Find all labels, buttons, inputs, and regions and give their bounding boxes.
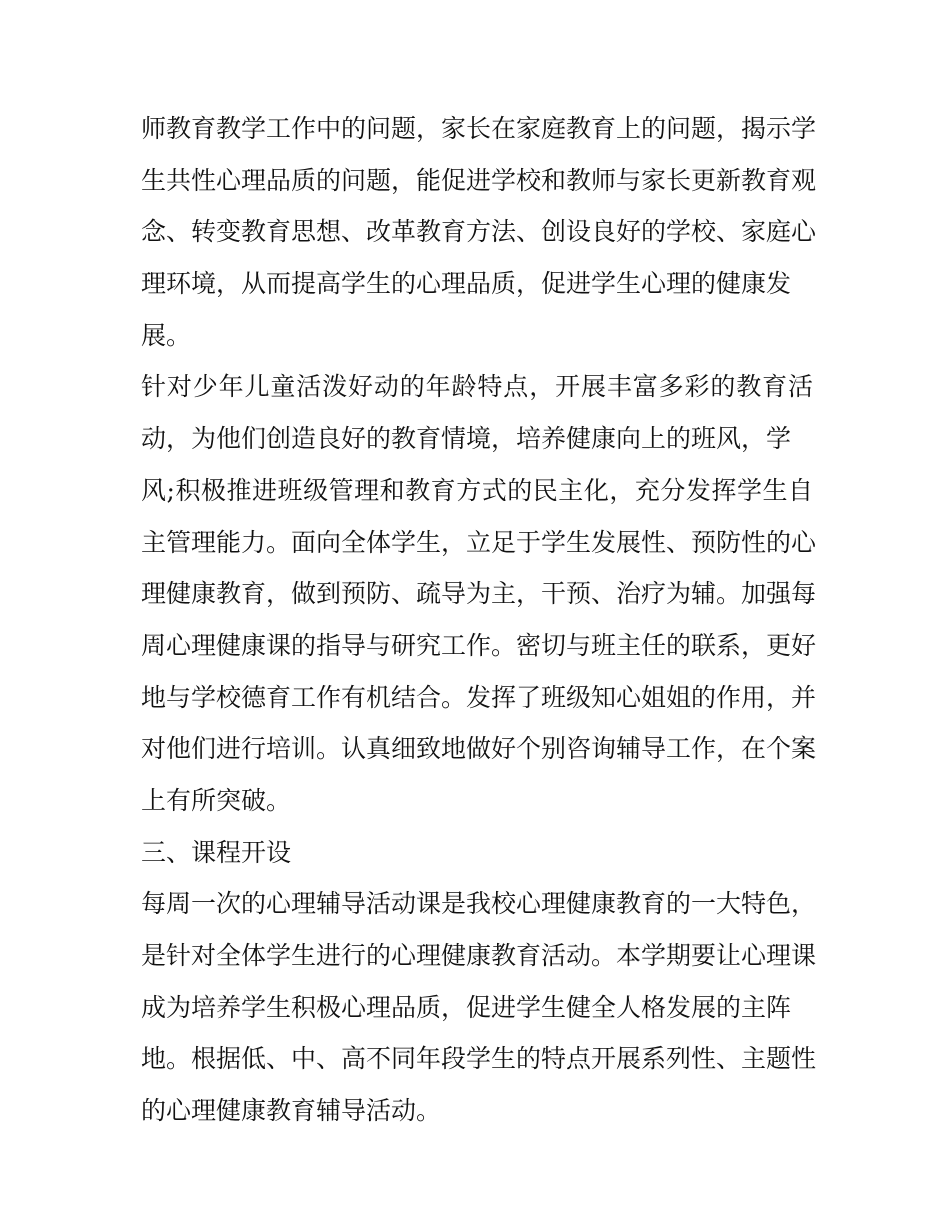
text-line: 念、转变教育思想、改革教育方法、创设良好的学校、家庭心: [141, 217, 817, 247]
section-heading-course: [141, 827, 813, 879]
text-line: 周心理健康课的指导与研究工作。密切与班主任的联系，更好: [141, 630, 817, 660]
text-line: 主管理能力。面向全体学生，立足于学生发展性、预防性的心: [141, 527, 817, 557]
text-line: 每周一次的心理辅导活动课是我校心理健康教育的一大特色，: [141, 889, 817, 919]
text-line: 风;积极推进班级管理和教育方式的民主化，充分发挥学生自: [141, 475, 813, 505]
text-line: 动，为他们创造良好的教育情境，培养健康向上的班风，学: [141, 424, 792, 454]
text-line: 展。: [141, 320, 192, 350]
text-line: 成为培养学生积极心理品质，促进学生健全人格发展的主阵: [141, 992, 792, 1022]
text-line: 是针对全体学生进行的心理健康教育活动。本学期要让心理课: [141, 941, 817, 970]
text-line: 师教育教学工作中的问题，家长在家庭教育上的问题，揭示学: [141, 114, 817, 143]
text-line: 地。根据低、中、高不同年段学生的特点开展系列性、主题性: [141, 1044, 817, 1074]
section-heading: 三、课程开设: [141, 837, 292, 867]
text-line: 的心理健康教育辅导活动。: [141, 1096, 442, 1126]
paragraph-course: [141, 878, 817, 1136]
text-line: 针对少年儿童活泼好动的年龄特点，开展丰富多彩的教育活: [141, 372, 813, 402]
paragraph-counseling-effects: [141, 103, 817, 361]
text-line: 理环境，从而提高学生的心理品质，促进学生心理的健康发: [141, 269, 792, 299]
document-body: [141, 103, 817, 1137]
text-line: 对他们进行培训。认真细致地做好个别咨询辅导工作，在个案: [141, 734, 817, 764]
paragraph-activities: [141, 361, 817, 826]
text-line: 地与学校德育工作有机结合。发挥了班级知心姐姐的作用，并: [141, 682, 817, 712]
text-line: 理健康教育，做到预防、疏导为主，干预、治疗为辅。加强每: [141, 579, 817, 609]
text-line: 上有所突破。: [141, 785, 292, 815]
text-line: 生共性心理品质的问题，能促进学校和教师与家长更新教育观: [141, 165, 817, 195]
